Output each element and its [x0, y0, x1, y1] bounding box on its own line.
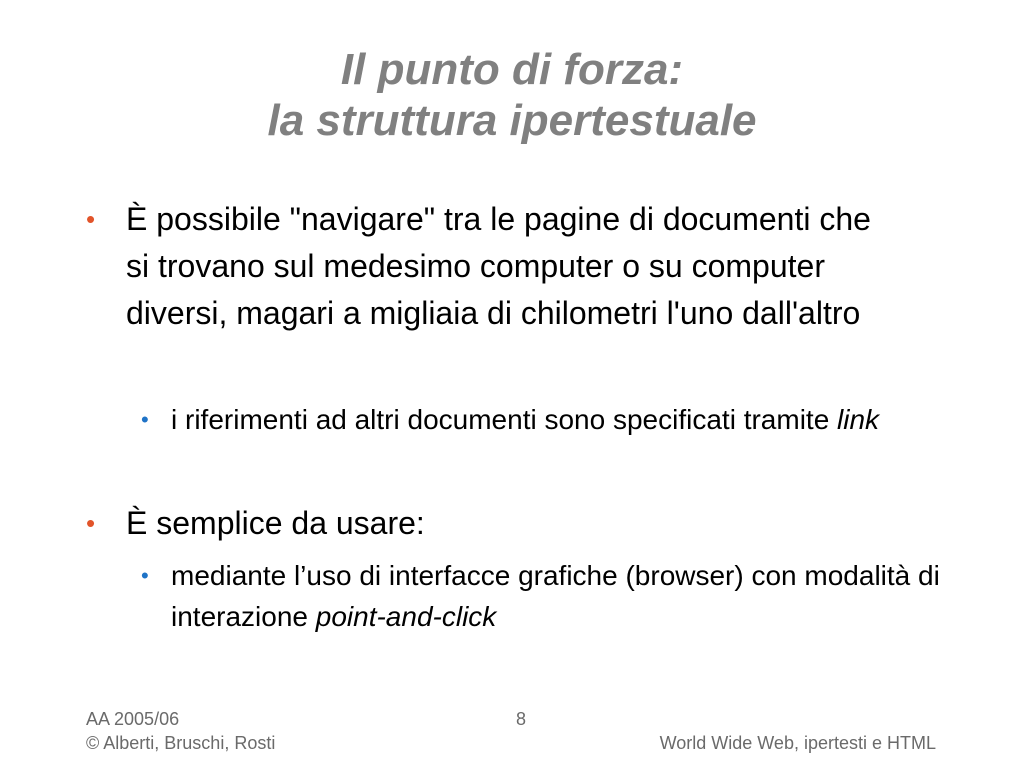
sub-bullet-text-plain: mediante l’uso di interfacce grafiche (browser) con modalità di interazione	[171, 560, 940, 632]
slide-title	[0, 44, 1024, 146]
slide-title-line-1: Il punto di forza:	[340, 45, 684, 94]
footer-academic-year: AA 2005/06	[86, 709, 180, 729]
bullet-dot-icon: •	[86, 508, 96, 538]
bullet-text: È possibile "navigare" tra le pagine di documenti che si trovano sul medesimo computer o su computer diversi, magari a migliaia di chilometri l'uno dall'altro	[126, 201, 871, 331]
sub-bullet-text-emphasis: point-and-click	[315, 601, 497, 632]
footer-authors: © Alberti, Bruschi, Rosti	[86, 733, 276, 753]
sub-bullet-text	[171, 555, 941, 637]
sub-bullet-text-emphasis: link	[837, 404, 880, 435]
footer-page-number: 8	[515, 709, 526, 729]
sub-bullet-text-plain: i riferimenti ad altri documenti sono specificati tramite	[171, 404, 838, 435]
sub-bullet-dot-icon: •	[141, 563, 149, 588]
bullet-text: È semplice da usare:	[126, 505, 425, 541]
slide-title-line-2: la struttura ipertestuale	[267, 96, 757, 145]
footer-course-title: World Wide Web, ipertesti e HTML	[659, 733, 936, 753]
sub-bullet-dot-icon: •	[141, 407, 149, 432]
sub-bullet-text	[171, 399, 941, 440]
bullet-dot-icon: •	[86, 204, 96, 234]
